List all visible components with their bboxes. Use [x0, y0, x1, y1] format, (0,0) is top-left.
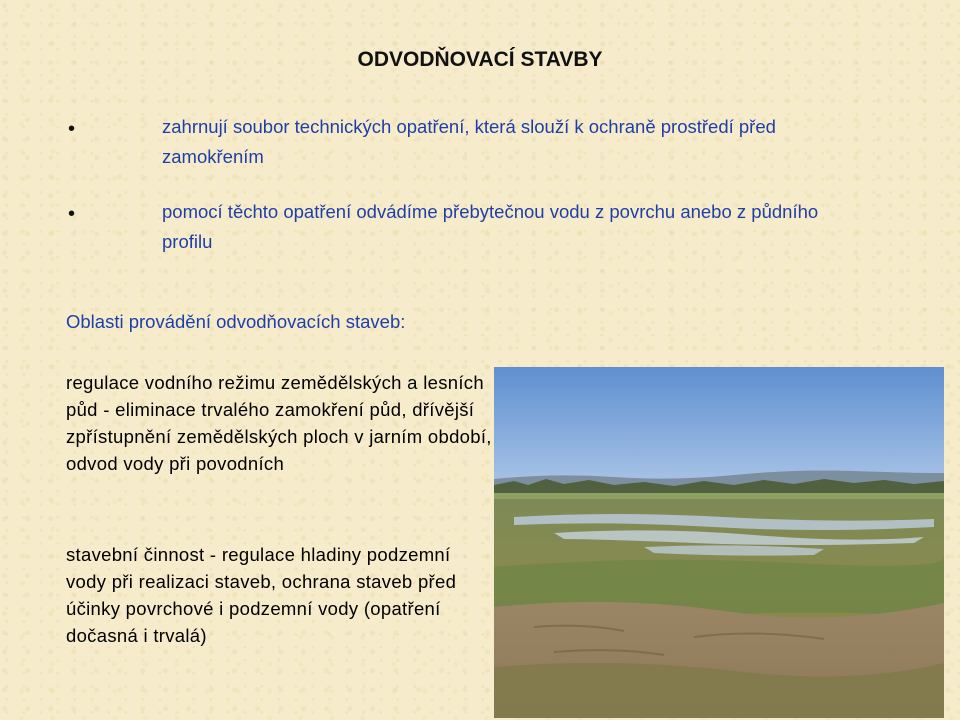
page-title	[0, 48, 960, 72]
bullet-dot-icon: •	[68, 118, 76, 140]
bullet-text: zahrnují soubor technických opatření, která slouží k ochraně prostředí před zamokřením	[162, 116, 776, 167]
areas-heading: Oblasti provádění odvodňovacích staveb:	[66, 311, 406, 332]
page-title-text: ODVODŇOVACÍ STAVBY	[357, 48, 603, 71]
waterlogged-field-photo	[494, 367, 944, 718]
paragraph-agriculture: regulace vodního režimu zemědělských a lesních půd - eliminace trvalého zamokření půd, dřívější zpřístupnění zemědělských ploch v jarním období, odvod vody při povodních	[66, 372, 492, 474]
bullet-text: pomocí těchto opatření odvádíme přebytečnou vodu z povrchu anebo z půdního profilu	[162, 201, 819, 252]
paragraph-construction: stavební činnost - regulace hladiny podzemní vody při realizaci staveb, ochrana staveb před účinky povrchové i podzemní vody (opatření dočasná i trvalá)	[66, 544, 457, 646]
bullet-dot-icon: •	[68, 203, 76, 225]
